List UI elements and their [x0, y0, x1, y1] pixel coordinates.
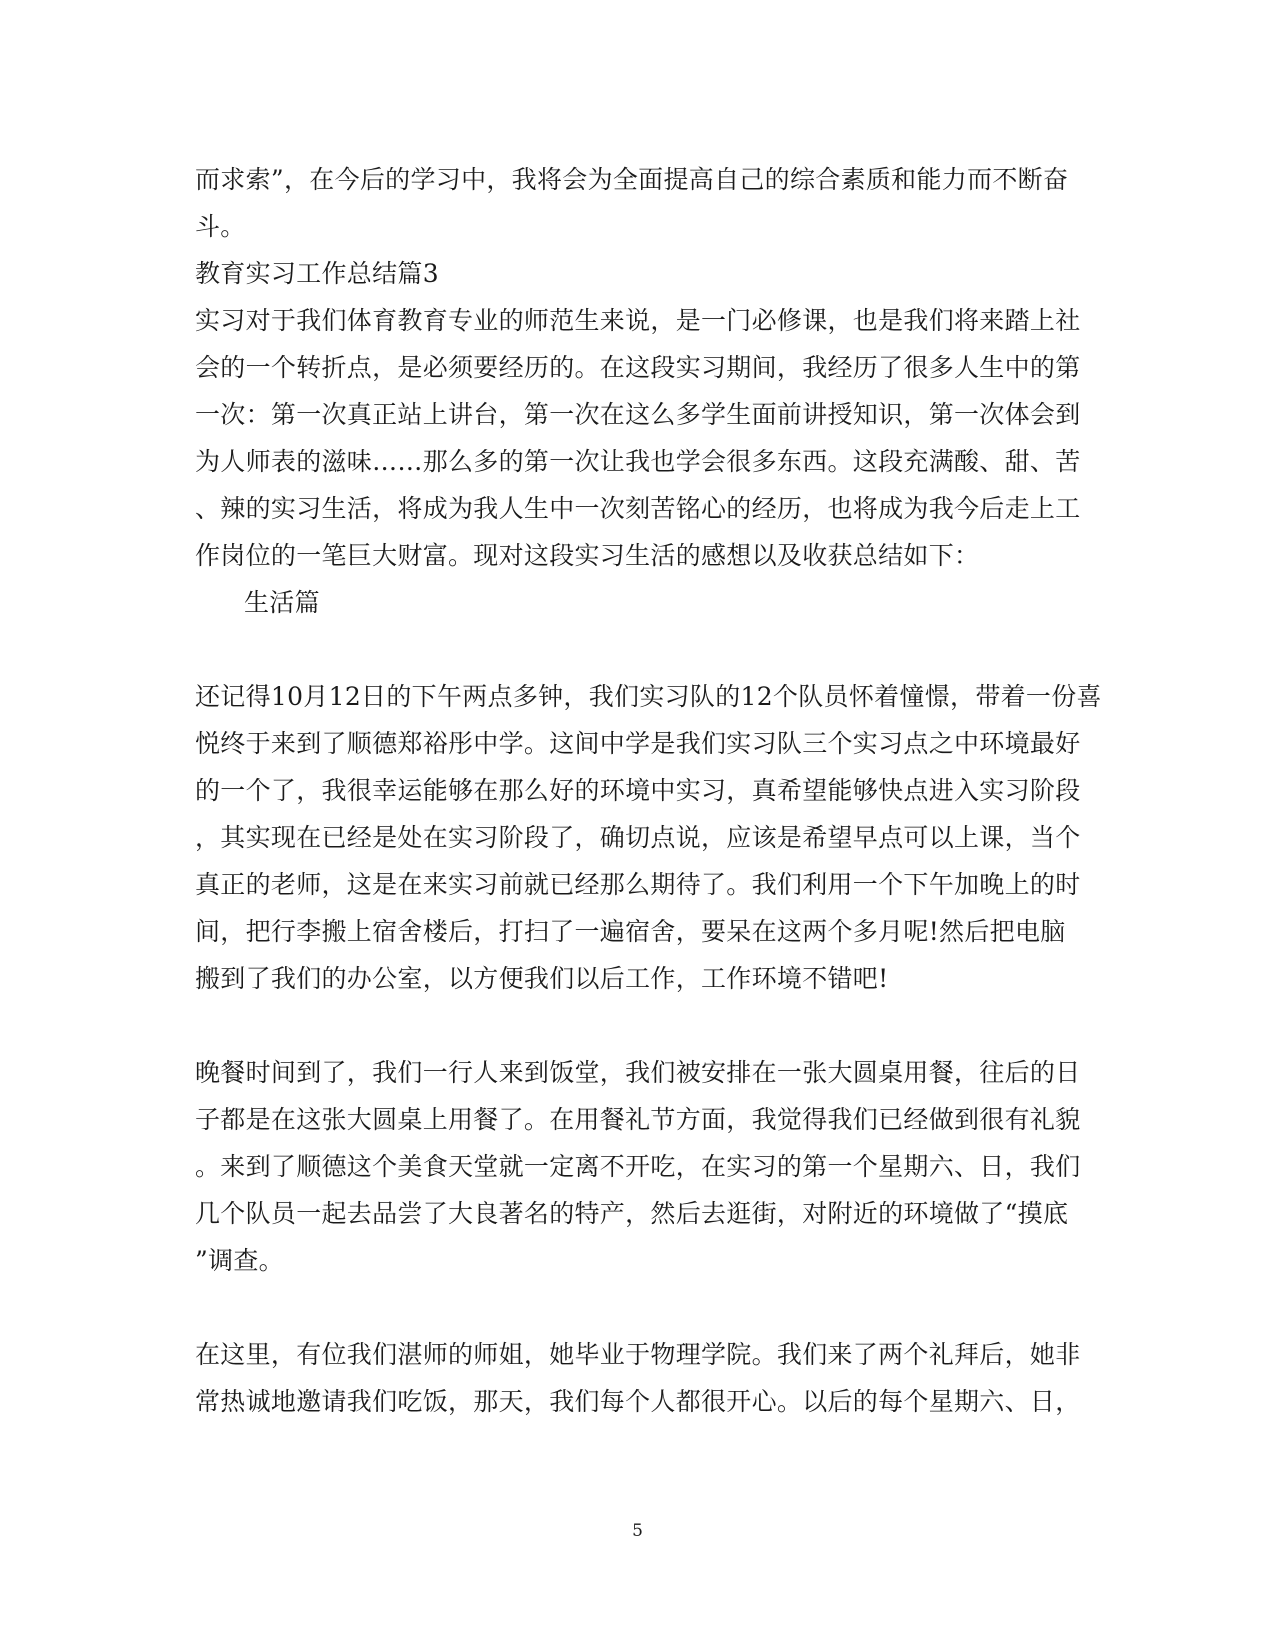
text-line: 晚餐时间到了，我们一行人来到饭堂，我们被安排在一张大圆桌用餐，往后的日 — [195, 1058, 1081, 1087]
text-line: 还记得10月12日的下午两点多钟，我们实习队的12个队员怀着憧憬，带着一份喜 — [195, 682, 1102, 711]
text-line: 斗。 — [195, 212, 246, 241]
text-line: 、辣的实习生活，将成为我人生中一次刻苦铭心的经历，也将成为我今后走上工 — [195, 494, 1081, 523]
text-line: 作岗位的一笔巨大财富。现对这段实习生活的感想以及收获总结如下： — [195, 541, 980, 570]
text-line: 常热诚地邀请我们吃饭，那天，我们每个人都很开心。以后的每个星期六、日， — [195, 1387, 1081, 1416]
text-line: 间，把行李搬上宿舍楼后，打扫了一遍宿舍，要呆在这两个多月呢!然后把电脑 — [195, 917, 1066, 946]
text-line: 为人师表的滋味……那么多的第一次让我也学会很多东西。这段充满酸、甜、苦 — [195, 447, 1081, 476]
text-line: 悦终于来到了顺德郑裕彤中学。这间中学是我们实习队三个实习点之中环境最好 — [195, 729, 1081, 758]
text-line: 子都是在这张大圆桌上用餐了。在用餐礼节方面，我觉得我们已经做到很有礼貌 — [195, 1105, 1081, 1134]
subsection-heading: 生活篇 — [244, 588, 320, 617]
text-line: 的一个了，我很幸运能够在那么好的环境中实习，真希望能够快点进入实习阶段 — [195, 776, 1081, 805]
text-line: 在这里，有位我们湛师的师姐，她毕业于物理学院。我们来了两个礼拜后，她非 — [195, 1340, 1081, 1369]
text-line: 搬到了我们的办公室，以方便我们以后工作，工作环境不错吧! — [195, 964, 889, 993]
text-line: 。来到了顺德这个美食天堂就一定离不开吃，在实习的第一个星期六、日，我们 — [195, 1152, 1081, 1181]
text-line: 几个队员一起去品尝了大良著名的特产，然后去逛街，对附近的环境做了“摸底 — [195, 1199, 1069, 1228]
text-line: 真正的老师，这是在来实习前就已经那么期待了。我们利用一个下午加晚上的时 — [195, 870, 1081, 899]
section-heading: 教育实习工作总结篇3 — [195, 259, 439, 288]
text-line: ，其实现在已经是处在实习阶段了，确切点说，应该是希望早点可以上课，当个 — [195, 823, 1081, 852]
text-line: ”调查。 — [195, 1246, 284, 1275]
text-line: 会的一个转折点，是必须要经历的。在这段实习期间，我经历了很多人生中的第 — [195, 353, 1081, 382]
text-line: 一次：第一次真正站上讲台，第一次在这么多学生面前讲授知识，第一次体会到 — [195, 400, 1081, 429]
text-line: 实习对于我们体育教育专业的师范生来说，是一门必修课，也是我们将来踏上社 — [195, 306, 1081, 335]
page-number: 5 — [632, 1521, 643, 1541]
text-line: 而求索”，在今后的学习中，我将会为全面提高自己的综合素质和能力而不断奋 — [195, 165, 1069, 194]
